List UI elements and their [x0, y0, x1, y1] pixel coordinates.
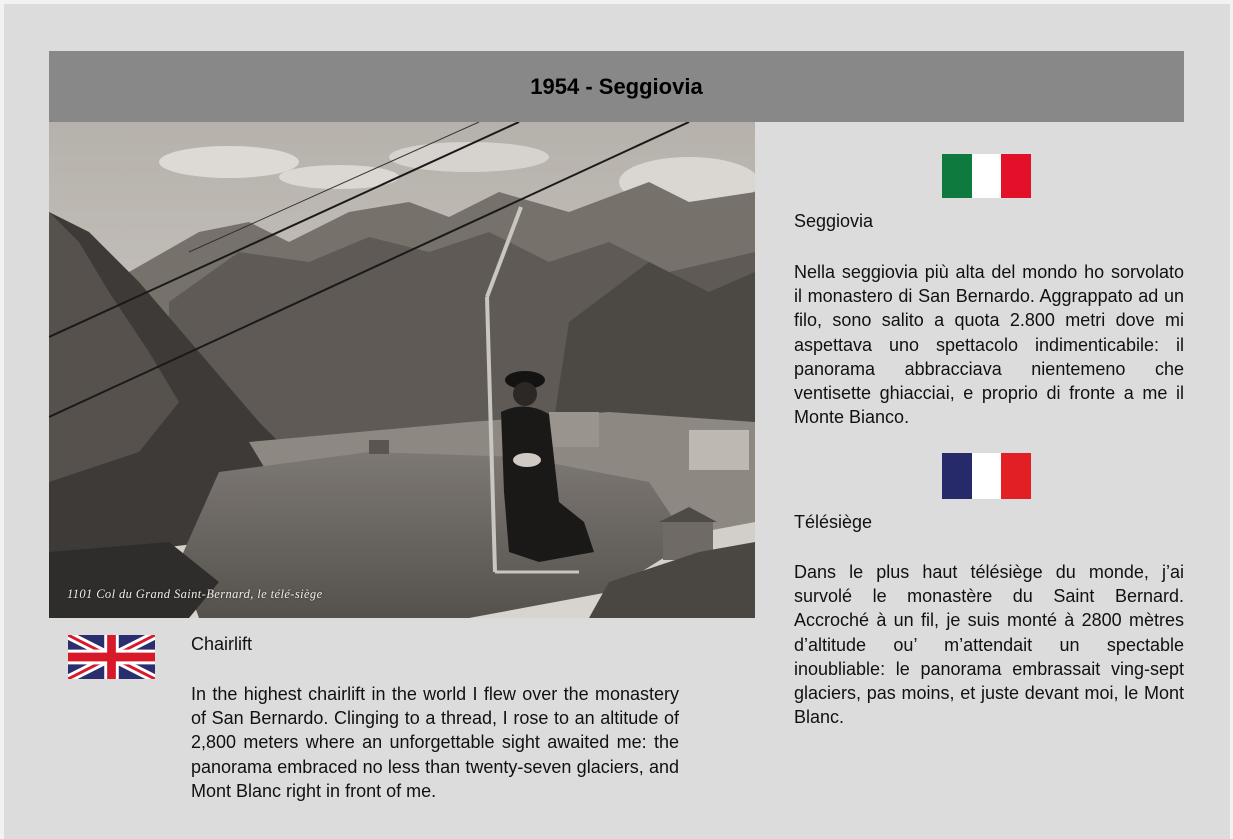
- photo-caption: 1101 Col du Grand Saint-Bernard, le télé-siège: [67, 587, 323, 601]
- page-frame-top: [0, 0, 1233, 4]
- chairlift-photo-illustration: [49, 122, 755, 618]
- italian-flag-icon: [942, 154, 1031, 198]
- chairlift-photo: [49, 122, 755, 618]
- english-heading: Chairlift: [191, 634, 253, 654]
- french-text: Dans le plus haut télésiège du monde, j’ai survolé le monastère du Saint Bernard. Accroché à un fil, je suis monté à 2800 mètres d’altitude ou’ m’attendait un spectable inoubliable: le panorama embrassait ving-sept glaciers, pas moins, et juste devant moi, le Mont Blanc.: [794, 562, 1184, 728]
- english-text: In the highest chairlift in the world I flew over the monastery of San Bernardo. Clinging to a thread, I rose to an altitude of 2,800 meters where an unforgettable sight awaited me: the panorama embraced no less than twenty-seven glaciers, and Mont Blanc right in front of me.: [191, 684, 679, 801]
- page-frame-left: [0, 0, 4, 839]
- french-heading: Télésiège: [794, 512, 873, 532]
- uk-flag-icon: [68, 635, 155, 679]
- italian-heading: Seggiovia: [794, 211, 874, 231]
- italian-text: Nella seggiovia più alta del mondo ho sorvolato il monastero di San Bernardo. Aggrappato ad un filo, sono salito a quota 2.800 metri dove mi aspettava uno spettacolo indimenticabile: il panorama abbracciava nientemeno che ventisette ghiacciai, e proprio di fronte a me il Monte Bianco.: [794, 262, 1184, 428]
- french-flag-icon: [942, 453, 1031, 499]
- page-title: 1954 - Seggiovia: [49, 51, 1184, 122]
